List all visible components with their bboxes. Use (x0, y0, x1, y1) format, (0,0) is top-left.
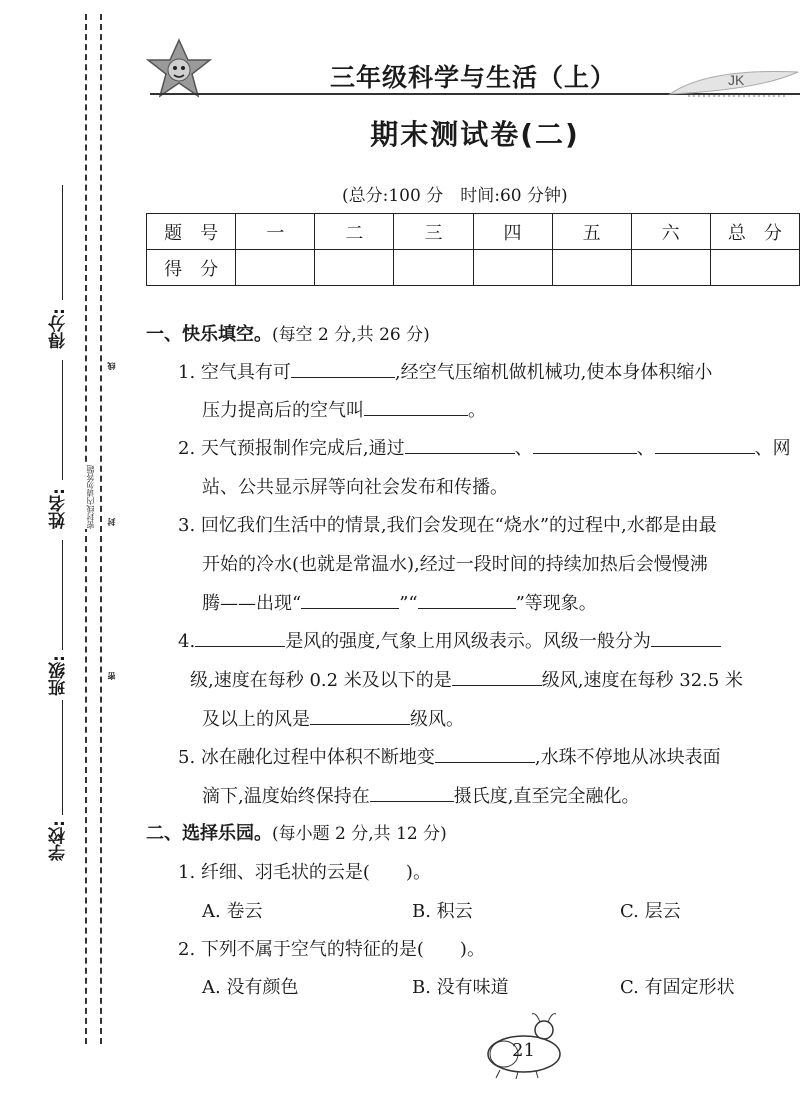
score-cell[interactable] (631, 250, 710, 286)
seal-mark-close: 密 (107, 672, 116, 680)
q4-line-2 (190, 666, 743, 692)
q4-text-b: 是风的强度,气象上用风级表示。风级一般分为 (285, 631, 651, 652)
score-table (146, 213, 800, 286)
answer-blank[interactable] (452, 667, 542, 686)
score-label: 得分: (49, 308, 69, 349)
q5-text-d: 摄氏度,直至完全融化。 (453, 786, 640, 807)
q4-text-d: 级风,速度在每秒 32.5 米 (541, 670, 744, 691)
q1-line-1 (178, 358, 712, 384)
q4-text-f: 级风。 (410, 709, 464, 730)
q4-text-c: 级,速度在每秒 0.2 米及以下的是 (190, 670, 452, 691)
q1-text-d: 。 (468, 400, 486, 421)
table-cell: 三 (394, 214, 473, 250)
table-cell: 四 (473, 214, 552, 250)
q2-text-c: 、 (636, 438, 655, 459)
answer-blank[interactable] (301, 590, 399, 609)
q1-line-2 (202, 396, 486, 422)
score-table-score-row (147, 250, 800, 286)
section2-title: 二、选择乐园。 (146, 823, 272, 844)
mc-q2 (178, 935, 485, 961)
answer-blank[interactable] (655, 435, 755, 454)
table-cell: 一 (236, 214, 315, 250)
mc-q1-text: 1. 纤细、羽毛状的云是( )。 (178, 862, 431, 883)
score-cell[interactable] (315, 250, 394, 286)
seal-mark-seal: 封 (107, 518, 116, 526)
q2-text-e: 站、公共显示屏等向社会发布和传播。 (202, 477, 508, 498)
answer-blank[interactable] (651, 628, 721, 647)
name-label: 姓名: (49, 488, 69, 529)
answer-blank[interactable] (291, 359, 395, 378)
table-cell: 六 (631, 214, 710, 250)
binding-dashed-line-inner (100, 14, 102, 1044)
section1-note: (每空 2 分,共 26 分) (272, 325, 430, 345)
exam-meta: (总分:100 分 时间:60 分钟) (342, 186, 568, 206)
answer-blank[interactable] (533, 435, 637, 454)
score-cell[interactable] (710, 250, 799, 286)
table-cell: 题 号 (147, 214, 236, 250)
edition-badge: JK (728, 72, 745, 88)
q3-line-2 (202, 550, 708, 576)
q3-line-1 (178, 511, 717, 537)
class-line (62, 540, 63, 650)
table-cell: 总 分 (710, 214, 799, 250)
mc-q2-option-a[interactable]: A. 没有颜色 (202, 977, 299, 998)
mc-q1-option-a[interactable]: A. 卷云 (202, 901, 263, 922)
q5-line-1 (178, 743, 721, 769)
q2-text-a: 2. 天气预报制作完成后,通过 (178, 438, 405, 459)
name-line (62, 360, 63, 480)
table-cell: 五 (552, 214, 631, 250)
q5-text-b: ,水珠不停地从冰块表面 (534, 747, 721, 768)
seal-notice: 密封线内请勿答题 (86, 465, 95, 529)
score-table-header-row (147, 214, 800, 250)
q4-line-1 (178, 627, 721, 653)
score-cell[interactable] (552, 250, 631, 286)
q5-line-2 (202, 782, 639, 808)
q1-text-c: 压力提高后的空气叫 (202, 400, 364, 421)
q3-text-c: 腾——出现“ (202, 593, 302, 614)
score-cell[interactable] (473, 250, 552, 286)
q4-line-3 (202, 705, 464, 731)
book-title: 三年级科学与生活（上） (330, 63, 617, 92)
mc-q1-option-c[interactable]: C. 层云 (620, 901, 681, 922)
q1-text-b: ,经空气压缩机做机械功,使本身体积缩小 (394, 362, 713, 383)
q5-text-c: 滴下,温度始终保持在 (202, 786, 370, 807)
answer-blank[interactable] (310, 706, 410, 725)
q4-text-e: 及以上的风是 (202, 709, 310, 730)
exam-title: 期末测试卷(二) (370, 118, 580, 151)
q2-text-d: 、网 (754, 438, 791, 459)
school-line (62, 700, 63, 815)
mc-q2-option-c[interactable]: C. 有固定形状 (620, 977, 735, 998)
page-number: 21 (512, 1040, 535, 1061)
mc-q2-option-b[interactable]: B. 没有味道 (412, 977, 509, 998)
q2-line-2 (202, 473, 508, 499)
section1-title: 一、快乐填空。 (146, 324, 272, 345)
answer-blank[interactable] (195, 628, 285, 647)
section1-heading (146, 320, 430, 346)
table-cell: 二 (315, 214, 394, 250)
answer-blank[interactable] (435, 744, 535, 763)
q2-text-b: 、 (514, 438, 533, 459)
q3-text-a: 3. 回忆我们生活中的情景,我们会发现在“烧水”的过程中,水都是由最 (178, 515, 717, 536)
school-label: 学校: (49, 820, 69, 861)
answer-blank[interactable] (418, 590, 516, 609)
q1-text-a: 1. 空气具有可 (178, 362, 291, 383)
binding-dashed-line-outer (85, 14, 87, 1044)
class-label: 班级: (49, 655, 69, 696)
q3-text-e: ”等现象。 (515, 593, 597, 614)
answer-blank[interactable] (405, 435, 515, 454)
seal-mark-line: 线 (107, 362, 116, 370)
q3-text-b: 开始的冷水(也就是常温水),经过一段时间的持续加热后会慢慢沸 (202, 554, 708, 575)
mc-q1-option-b[interactable]: B. 积云 (412, 901, 473, 922)
mc-q2-text: 2. 下列不属于空气的特征的是( )。 (178, 939, 485, 960)
section2-note: (每小题 2 分,共 12 分) (272, 824, 447, 844)
q3-text-d: ”“ (399, 593, 418, 614)
table-cell: 得 分 (147, 250, 236, 286)
q4-text-a: 4. (178, 631, 196, 652)
mc-q1 (178, 858, 431, 884)
score-cell[interactable] (236, 250, 315, 286)
q5-text-a: 5. 冰在融化过程中体积不断地变 (178, 747, 435, 768)
score-cell[interactable] (394, 250, 473, 286)
score-line (62, 185, 63, 300)
q2-line-1 (178, 434, 791, 460)
answer-blank[interactable] (370, 783, 454, 802)
section2-heading (146, 819, 447, 845)
q3-line-3 (202, 589, 597, 615)
answer-blank[interactable] (364, 397, 468, 416)
